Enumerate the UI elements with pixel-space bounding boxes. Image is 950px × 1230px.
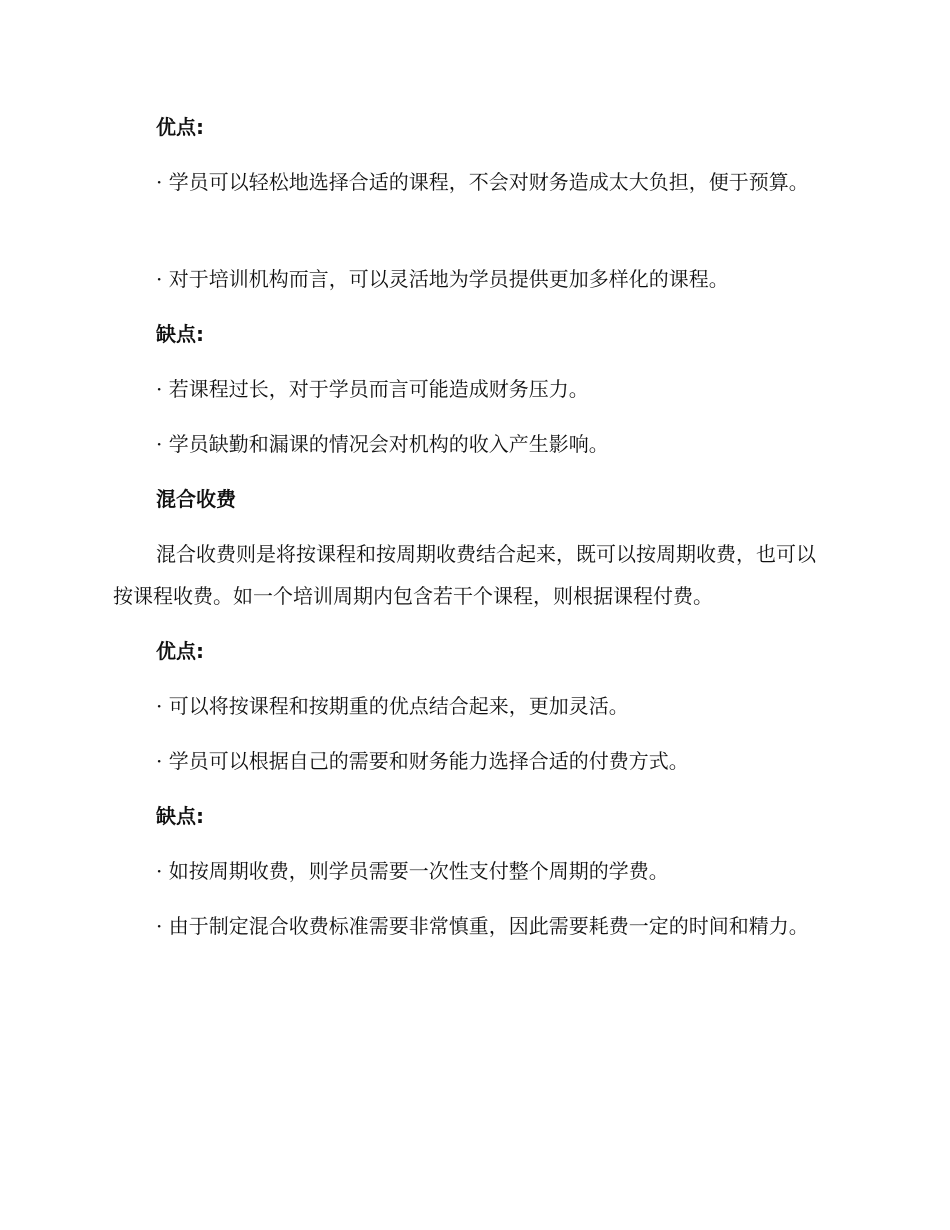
bullet-item: · 若课程过长，对于学员而言可能造成财务压力。 — [156, 377, 589, 401]
bullet-item: · 可以将按课程和按期重的优点结合起来，更加灵活。 — [156, 694, 629, 718]
body-paragraph: 混合收费则是将按课程和按周期收费结合起来，既可以按周期收费，也可以按课程收费。如一个培训周期内包含若干个课程，则根据课程付费。 — [113, 542, 816, 608]
bullet-item: · 学员可以根据自己的需要和财务能力选择合适的付费方式。 — [156, 749, 689, 773]
heading-advantages: 优点: — [156, 639, 204, 663]
bullet-item: · 学员缺勤和漏课的情况会对机构的收入产生影响。 — [156, 432, 609, 456]
bullet-item: · 学员可以轻松地选择合适的课程，不会对财务造成太大负担，便于预算。 — [156, 170, 809, 194]
heading-disadvantages: 缺点: — [156, 804, 204, 828]
bullet-item: · 由于制定混合收费标准需要非常慎重，因此需要耗费一定的时间和精力。 — [156, 914, 809, 938]
bullet-item: · 对于培训机构而言，可以灵活地为学员提供更加多样化的课程。 — [156, 267, 729, 291]
heading-disadvantages: 缺点: — [156, 322, 204, 346]
heading-advantages: 优点: — [156, 115, 204, 139]
section-heading-mixed-fee: 混合收费 — [156, 487, 236, 511]
bullet-item: · 如按周期收费，则学员需要一次性支付整个周期的学费。 — [156, 859, 669, 883]
